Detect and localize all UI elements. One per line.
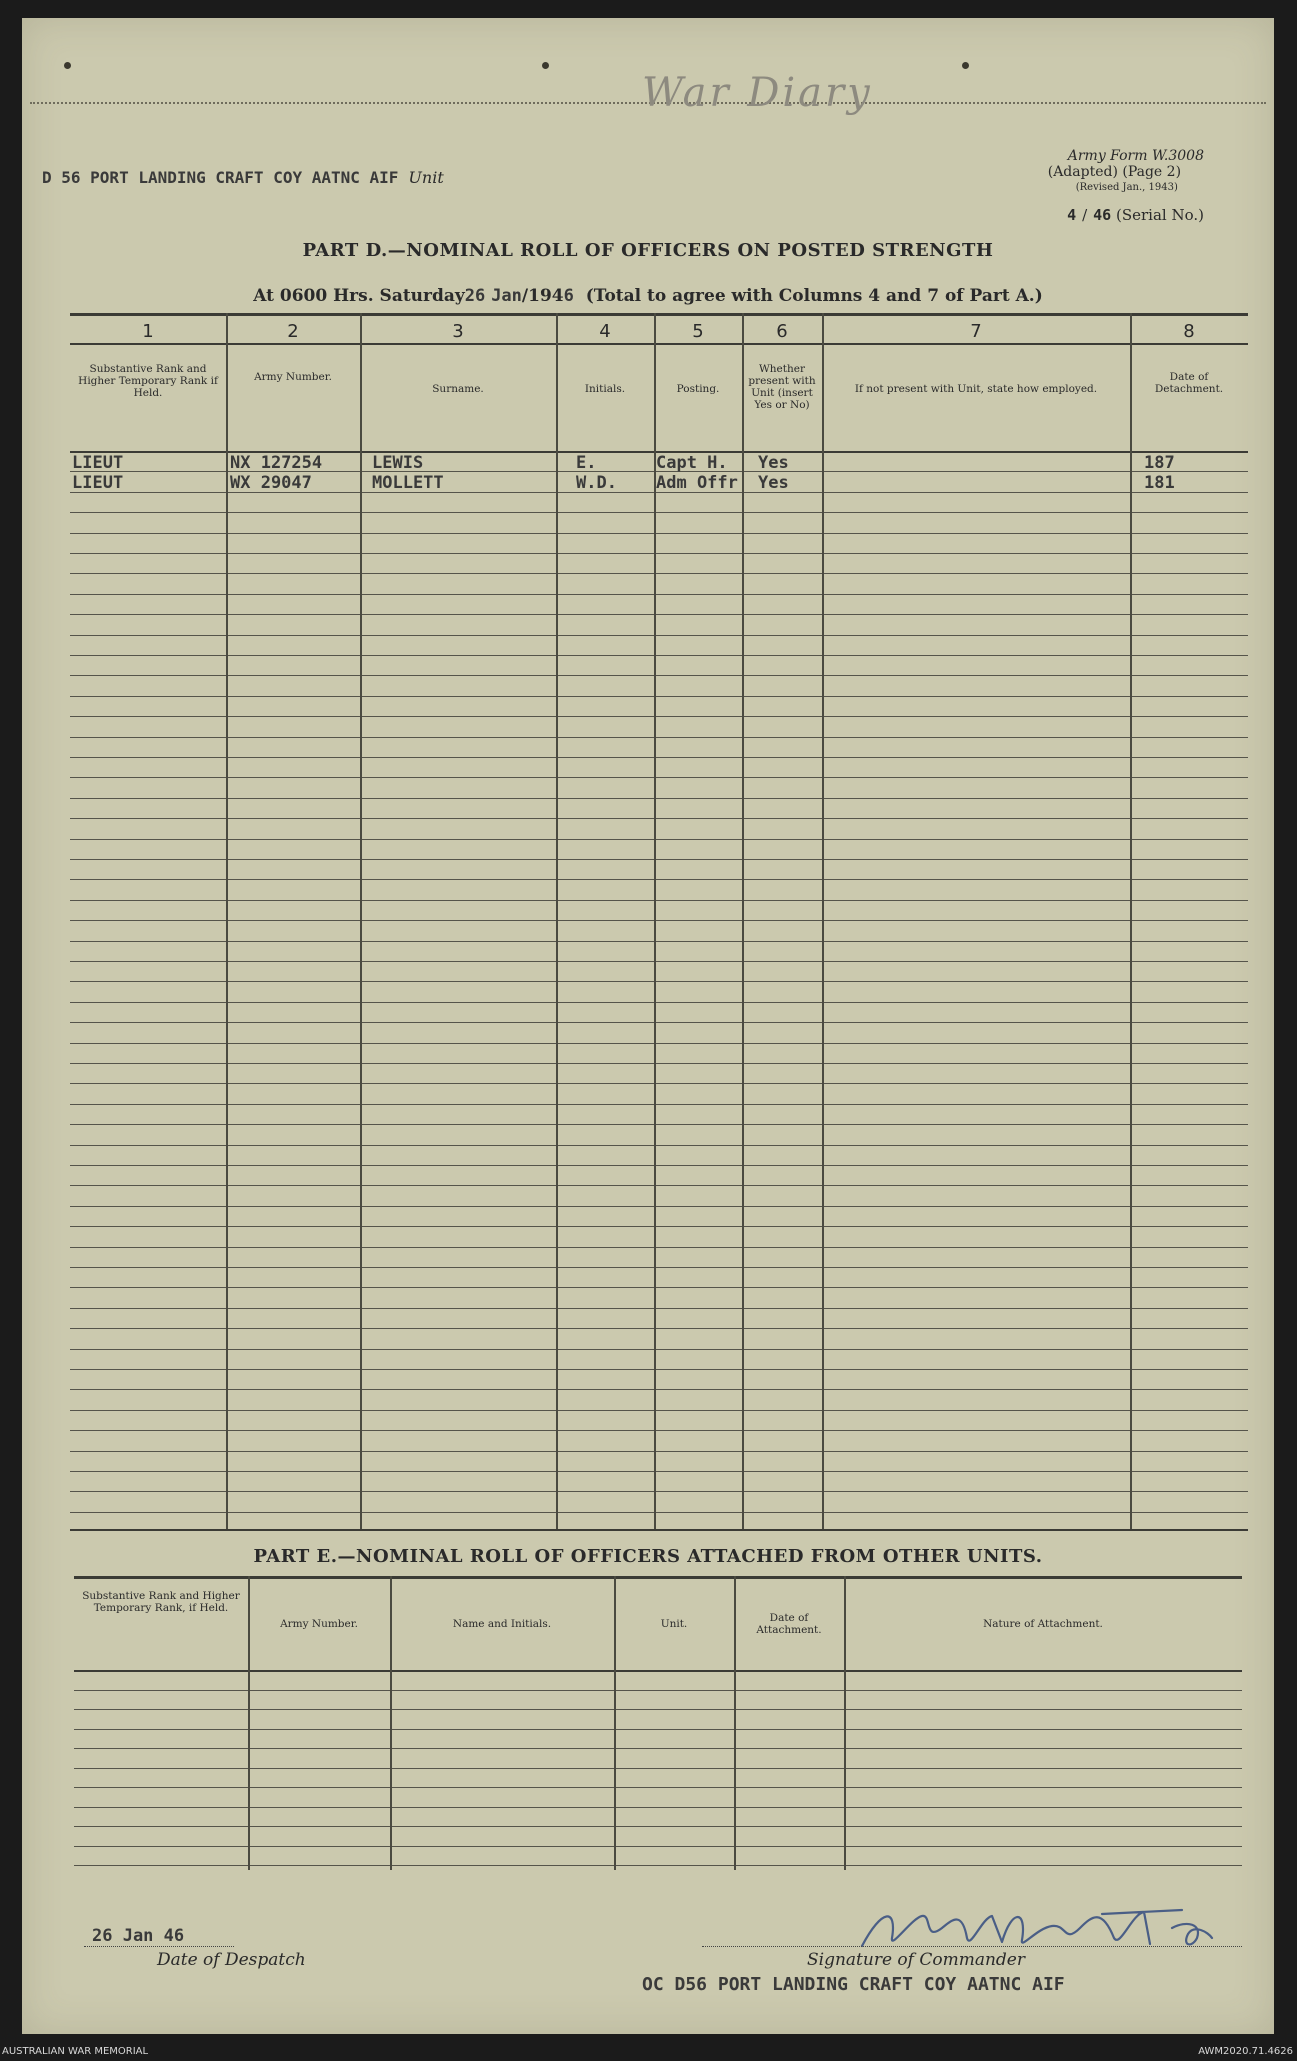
table-rule <box>70 716 1248 717</box>
table-rule <box>70 920 1248 921</box>
commander-signature <box>852 1898 1232 1958</box>
table-rule <box>70 1145 1248 1146</box>
form-adapted: (Adapted) (Page 2) <box>1047 164 1182 180</box>
col-2-number: 2 <box>287 321 299 342</box>
table-rule <box>70 1185 1248 1186</box>
table-rule <box>70 512 1248 513</box>
table-rule <box>70 675 1248 676</box>
table-rule <box>70 1043 1248 1044</box>
col-5-number: 5 <box>692 321 704 342</box>
e-col-6-header: Nature of Attachment. <box>983 1618 1103 1630</box>
army-form-number: Army Form W.3008 <box>1067 148 1204 164</box>
signature-label: Signature of Commander <box>807 1950 1025 1970</box>
part-d-table <box>70 313 1248 1533</box>
row-1-date: 187 <box>1144 453 1175 473</box>
table-rule <box>70 635 1248 636</box>
column-divider <box>654 313 656 1529</box>
e-col-3-header: Name and Initials. <box>452 1618 552 1630</box>
unit-value: D 56 PORT LANDING CRAFT COY AATNC AIF <box>42 168 399 187</box>
row-2-present: Yes <box>758 473 789 494</box>
col-3-number: 3 <box>452 321 464 342</box>
serial-label: (Serial No.) <box>1116 206 1204 224</box>
table-rule <box>70 757 1248 758</box>
table-rule <box>70 1165 1248 1166</box>
at-year-digit: 6 <box>563 286 574 306</box>
table-rule <box>70 1124 1248 1125</box>
table-rule <box>70 839 1248 840</box>
column-divider <box>556 313 558 1529</box>
despatch-label: Date of Despatch <box>157 1950 306 1970</box>
table-rule <box>70 1308 1248 1309</box>
table-rule <box>70 614 1248 615</box>
at-suffix: (Total to agree with Columns 4 and 7 of Part A.) <box>585 286 1043 306</box>
row-1-surname: LEWIS <box>372 453 424 473</box>
row-2-posting: Adm Offr <box>656 473 738 494</box>
part-d-title: PART D.—NOMINAL ROLL OF OFFICERS ON POSTED STRENGTH <box>302 240 994 261</box>
e-col-4-header: Unit. <box>660 1618 688 1630</box>
row-1-present: Yes <box>758 453 789 473</box>
table-rule <box>70 737 1248 738</box>
e-col-1-header: Substantive Rank and Higher Temporary Rank, if Held. <box>82 1590 240 1614</box>
row-2-surname: MOLLETT <box>372 473 444 494</box>
part-e-table <box>74 1576 1242 1876</box>
table-rule <box>70 1226 1248 1227</box>
table-rule <box>70 1002 1248 1003</box>
table-rule <box>70 1512 1248 1513</box>
form-revised: (Revised Jan., 1943) <box>1075 182 1178 193</box>
table-rule <box>70 1491 1248 1492</box>
table-rule <box>70 1410 1248 1411</box>
archive-institution: AUSTRALIAN WAR MEMORIAL <box>2 2046 149 2057</box>
table-rule <box>70 941 1248 942</box>
row-1-army-number: NX 127254 <box>230 453 323 473</box>
col-6-number: 6 <box>776 321 788 342</box>
at-prefix: At 0600 Hrs. Saturday <box>253 286 465 306</box>
col-8-number: 8 <box>1183 321 1195 342</box>
column-divider <box>734 1576 736 1870</box>
table-rule <box>70 1083 1248 1084</box>
col-7-number: 7 <box>970 321 982 342</box>
table-rule <box>70 1247 1248 1248</box>
part-e-title: PART E.—NOMINAL ROLL OF OFFICERS ATTACHED FROM OTHER UNITS. <box>253 1546 1043 1567</box>
e-col-5-header: Date of Attachment. <box>756 1612 822 1636</box>
table-rule <box>70 1328 1248 1329</box>
row-1-posting: Capt H. <box>656 453 728 473</box>
table-rule <box>70 818 1248 819</box>
row-1-initials: E. <box>576 453 597 473</box>
table-rule <box>70 1287 1248 1288</box>
at-month: Jan <box>491 286 522 306</box>
col-5-header: Posting. <box>676 383 720 395</box>
commander-designation: OC D56 PORT LANDING CRAFT COY AATNC AIF <box>642 1974 1065 1995</box>
col-7-header: If not present with Unit, state how employed. <box>854 383 1098 395</box>
table-rule <box>70 1022 1248 1023</box>
table-rule <box>70 1451 1248 1452</box>
table-rule <box>70 777 1248 778</box>
column-divider <box>742 313 744 1529</box>
column-divider <box>248 1576 250 1870</box>
table-rule <box>70 1063 1248 1064</box>
at-year-prefix: /194 <box>521 286 564 306</box>
column-divider <box>844 1576 846 1870</box>
table-rule <box>70 343 1248 345</box>
unit-line <box>42 168 444 187</box>
table-rule <box>70 981 1248 982</box>
table-rule <box>70 1369 1248 1370</box>
table-rule <box>70 1471 1248 1472</box>
form-reference <box>1040 148 1204 196</box>
table-rule <box>70 573 1248 574</box>
column-divider <box>360 313 362 1529</box>
table-rule <box>70 533 1248 534</box>
column-divider <box>614 1576 616 1870</box>
table-rule <box>70 1430 1248 1431</box>
col-3-header: Surname. <box>432 383 484 395</box>
handwritten-note: War Diary <box>642 70 873 116</box>
col-1-header: Substantive Rank and Higher Temporary Rank if Held. <box>78 363 218 399</box>
table-rule <box>70 1389 1248 1390</box>
table-rule <box>70 1206 1248 1207</box>
at-day: 26 <box>464 286 486 306</box>
column-divider <box>1130 313 1132 1529</box>
row-2-date: 181 <box>1144 473 1175 494</box>
table-rule <box>70 553 1248 554</box>
table-rule <box>70 696 1248 697</box>
part-d-date-line <box>22 286 1274 306</box>
serial-number: 4 / 46 (Serial No.) <box>1067 206 1204 224</box>
col-8-header: Date of Detachment. <box>1154 371 1224 395</box>
punch-hole <box>962 62 969 69</box>
row-1-rank: LIEUT <box>72 453 124 473</box>
despatch-date-line <box>84 1946 234 1947</box>
table-rule <box>70 1349 1248 1350</box>
table-rule <box>70 798 1248 799</box>
punch-hole <box>64 62 71 69</box>
column-divider <box>390 1576 392 1870</box>
serial-num: 4 <box>1067 206 1077 224</box>
row-2-army-number: WX 29047 <box>230 473 312 494</box>
archive-reference: AWM2020.71.4626 <box>1198 2046 1293 2057</box>
col-1-number: 1 <box>142 321 154 342</box>
signature-line <box>702 1946 1242 1947</box>
table-rule <box>70 1529 1248 1531</box>
table-rule <box>70 1267 1248 1268</box>
table-rule <box>70 961 1248 962</box>
table-rule <box>70 594 1248 595</box>
despatch-date: 26 Jan 46 <box>92 1926 185 1946</box>
e-col-2-header: Army Number. <box>280 1618 358 1630</box>
col-4-header: Initials. <box>584 383 626 395</box>
unit-label: Unit <box>408 168 444 187</box>
col-2-header: Army Number. <box>254 371 332 383</box>
table-rule <box>70 879 1248 880</box>
form-page <box>22 18 1274 2034</box>
col-6-header: Whether present with Unit (insert Yes or No) <box>748 363 816 411</box>
punch-hole <box>542 62 549 69</box>
column-divider <box>822 313 824 1529</box>
column-divider <box>226 313 228 1529</box>
row-2-initials: W.D. <box>576 473 617 494</box>
table-rule <box>70 859 1248 860</box>
serial-total: 46 <box>1093 206 1112 224</box>
row-2-rank: LIEUT <box>72 473 124 494</box>
col-4-number: 4 <box>599 321 611 342</box>
table-rule <box>70 1104 1248 1105</box>
table-rule <box>70 655 1248 656</box>
table-rule <box>70 900 1248 901</box>
